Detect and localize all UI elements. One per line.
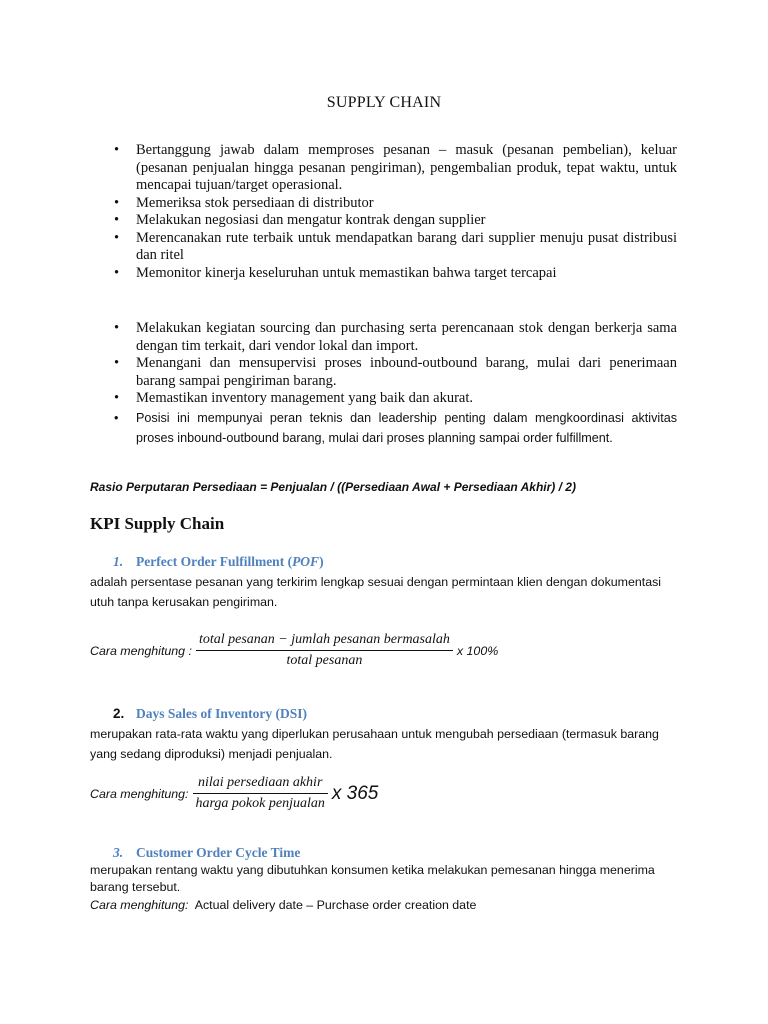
list-item: • Melakukan kegiatan sourcing dan purchasing serta perencanaan stok dengan berkerja sama dengan tim terkait, dari vendor lokal dan import.	[114, 320, 677, 354]
formula-label: Cara menghitung:	[90, 898, 189, 912]
fraction	[196, 632, 453, 669]
bullet-icon: •	[114, 194, 120, 211]
list-item: • Merencanakan rute terbaik untuk mendapatkan barang dari supplier menuju pusat distribusi dan ritel	[114, 229, 677, 263]
kpi-number: 2.	[113, 706, 125, 721]
kpi-description-dsi: merupakan rata-rata waktu yang diperlukan perusahaan untuk mengubah persediaan (termasuk barang yang sedang diproduksi) menjadi penjualan.	[90, 727, 659, 761]
bullet-icon: •	[114, 212, 120, 228]
fraction-bar	[196, 650, 453, 651]
document-title: SUPPLY CHAIN	[326, 94, 442, 111]
kpi-formula-dsi	[90, 775, 378, 812]
fraction-denominator: harga pokok penjualan	[195, 796, 325, 811]
formula-text: Actual delivery date – Purchase order creation date	[194, 898, 477, 912]
kpi-heading-cycle-time: 3. Customer Order Cycle Time	[113, 845, 301, 860]
bullet-icon: •	[114, 320, 120, 336]
formula-label: Cara menghitung:	[90, 786, 189, 801]
bullet-icon: •	[114, 142, 120, 158]
job-description-list	[108, 320, 677, 448]
bullet-icon: •	[114, 410, 119, 425]
formula-multiplier: x 100%	[456, 643, 499, 658]
kpi-formula-pof	[90, 632, 498, 669]
bullet-icon: •	[114, 264, 120, 281]
formula-multiplier: x 365	[331, 782, 379, 804]
fraction	[193, 775, 328, 812]
kpi-section-title: KPI Supply Chain	[90, 514, 225, 533]
list-item: • Memeriksa stok persediaan di distributor	[114, 194, 374, 211]
fraction-denominator: total pesanan	[286, 653, 363, 668]
list-item: • Bertanggung jawab dalam memproses pesanan – masuk (pesanan pembelian), keluar (pesanan penjualan hingga pesanan pengiriman), pengembalian produk, tepat waktu, untuk mencapai tujuan/target operasional.	[114, 142, 677, 193]
formula-label: Cara menghitung :	[90, 643, 192, 658]
kpi-heading-pof: 1. Perfect Order Fulfillment (POF)	[113, 554, 324, 569]
list-item: • Memonitor kinerja keseluruhan untuk memastikan bahwa target tercapai	[114, 264, 557, 281]
list-item: • Posisi ini mempunyai peran teknis dan leadership penting dalam mengkoordinasi aktivitas proses inbound-outbound barang, mulai dari proses planning sampai order fulfillment.	[108, 408, 677, 448]
kpi-description-cycle-time: merupakan rentang waktu yang dibutuhkan konsumen ketika melakukan pemesanan hingga menerima barang tersebut.	[90, 863, 655, 894]
bullet-icon: •	[114, 390, 120, 406]
fraction-numerator: total pesanan − jumlah pesanan bermasalah	[198, 632, 450, 647]
kpi-heading-dsi: 2. Days Sales of Inventory (DSI)	[113, 706, 308, 721]
inventory-turnover-formula: Rasio Perputaran Persediaan = Penjualan / ((Persediaan Awal + Persediaan Akhir) / 2)	[90, 480, 576, 494]
responsibilities-list	[108, 142, 677, 282]
kpi-number: 1.	[113, 554, 124, 569]
list-item: • Memastikan inventory management yang baik dan akurat.	[114, 390, 474, 406]
list-item: • Melakukan negosiasi dan mengatur kontrak dengan supplier	[114, 212, 486, 228]
fraction-bar	[193, 793, 328, 794]
kpi-description-pof: adalah persentase pesanan yang terkirim lengkap sesuai dengan permintaan klien dengan dokumentasi utuh tanpa kerusakan pengiriman.	[90, 575, 662, 609]
bullet-icon: •	[114, 355, 120, 371]
kpi-formula-cycle-time	[90, 898, 476, 912]
fraction-numerator: nilai persediaan akhir	[197, 775, 323, 790]
kpi-number: 3.	[113, 845, 124, 860]
list-item: • Menangani dan mensupervisi proses inbound-outbound barang, mulai dari penerimaan barang sampai pengiriman barang.	[114, 355, 677, 389]
bullet-icon: •	[114, 229, 120, 246]
